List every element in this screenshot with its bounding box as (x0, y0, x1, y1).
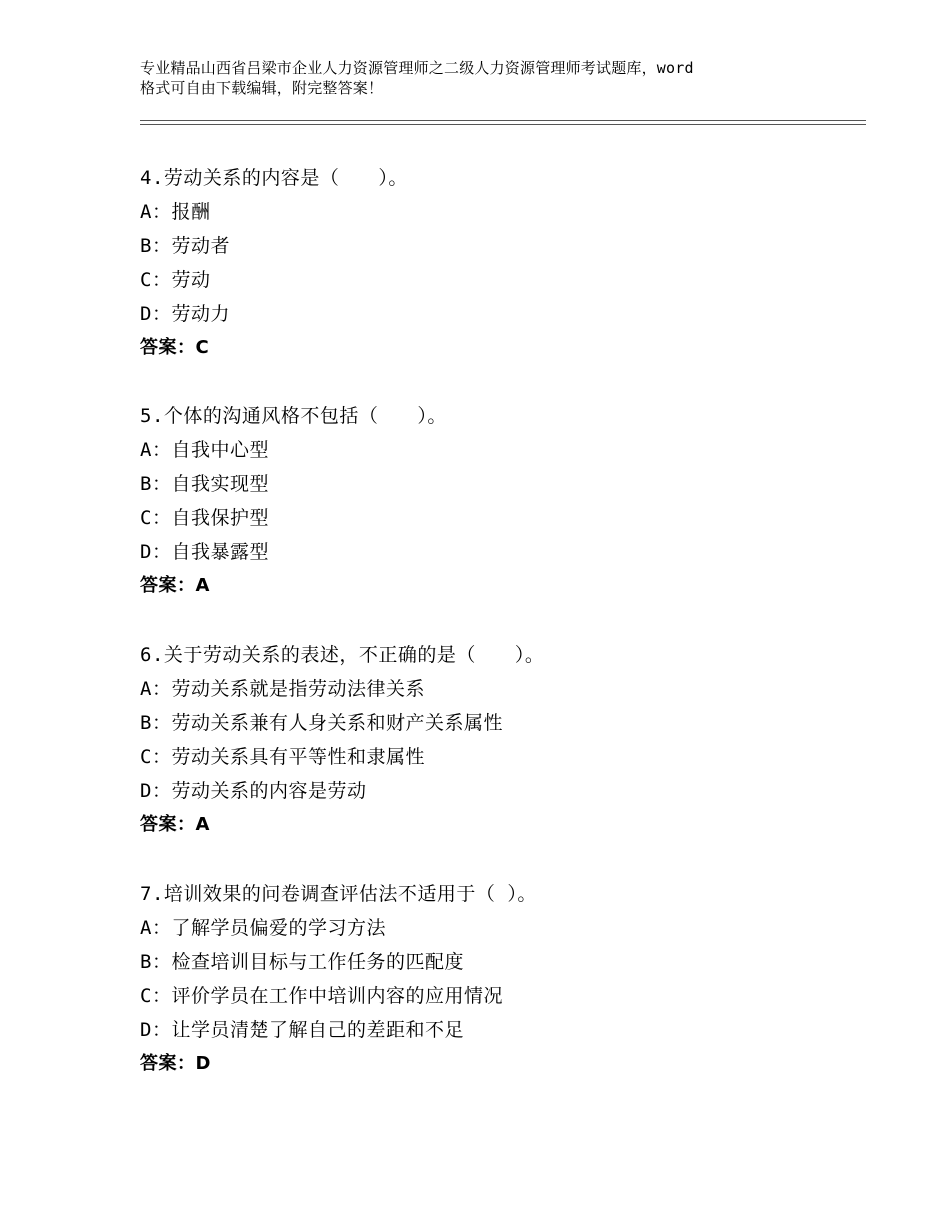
question-stem: 6.关于劳动关系的表述，不正确的是（ ）。 (140, 644, 545, 666)
question-block (140, 638, 866, 842)
question-stem: 4.劳动关系的内容是（ ）。 (140, 167, 408, 189)
option-c: C：评价学员在工作中培训内容的应用情况 (140, 985, 503, 1007)
answer-line: 答案：D (140, 1053, 211, 1074)
question-block (140, 877, 866, 1081)
option-c: C：劳动 (140, 269, 211, 291)
answer-line: 答案：A (140, 575, 210, 596)
header-title-line-2: 格式可自由下载编辑，附完整答案！ (140, 79, 384, 97)
option-b: B：劳动关系兼有人身关系和财产关系属性 (140, 712, 503, 734)
option-a: A：报酬 (140, 201, 211, 223)
option-b: B：劳动者 (140, 235, 230, 257)
option-b: B：检查培训目标与工作任务的匹配度 (140, 951, 464, 973)
question-block (140, 161, 866, 365)
question-stem: 5.个体的沟通风格不包括（ ）。 (140, 405, 447, 427)
option-a: A：劳动关系就是指劳动法律关系 (140, 678, 425, 700)
header-title-line-1: 专业精品山西省吕梁市企业人力资源管理师之二级人力资源管理师考试题库，word (140, 59, 694, 77)
option-c: C：自我保护型 (140, 507, 269, 529)
option-a: A：自我中心型 (140, 439, 269, 461)
header-divider-top (140, 120, 866, 121)
option-c: C：劳动关系具有平等性和隶属性 (140, 746, 425, 768)
answer-line: 答案：A (140, 814, 210, 835)
document-header (140, 58, 830, 98)
header-divider-bottom (140, 124, 866, 125)
option-d: D：让学员清楚了解自己的差距和不足 (140, 1019, 464, 1041)
option-d: D：劳动关系的内容是劳动 (140, 780, 367, 802)
option-a: A：了解学员偏爱的学习方法 (140, 917, 386, 939)
option-d: D：劳动力 (140, 303, 230, 325)
option-b: B：自我实现型 (140, 473, 269, 495)
question-stem: 7.培训效果的问卷调查评估法不适用于（ ）。 (140, 883, 537, 905)
answer-line: 答案：C (140, 337, 210, 358)
option-d: D：自我暴露型 (140, 541, 269, 563)
question-block (140, 399, 866, 603)
